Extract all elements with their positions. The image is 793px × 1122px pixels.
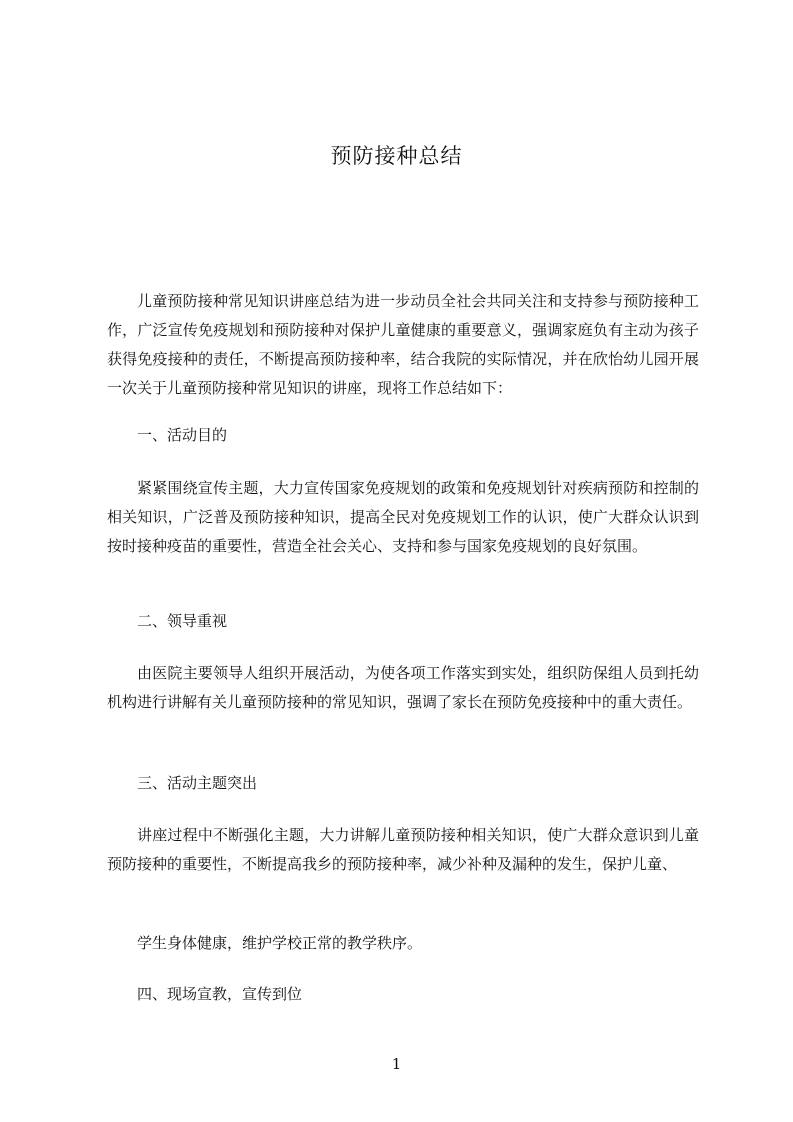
section-heading-publicity: 四、现场宣教，宣传到位 — [137, 985, 303, 1003]
intro-paragraph: 儿童预防接种常见知识讲座总结为进一步动员全社会共同关注和支持参与预防接种工作，广泛宣传免疫规划和预防接种对保护儿童健康的重要意义，强调家庭负有主动为孩子获得免疫接种的责任，不断提高预防接种率，结合我院的实际情况，并在欣怡幼儿园开展一次关于儿童预防接种常见知识的讲座，现将工作总结如下： — [107, 292, 699, 397]
section-heading-theme: 三、活动主题突出 — [137, 774, 258, 792]
page-title: 预防接种总结 — [330, 144, 463, 168]
section-body-theme-continuation: 学生身体健康，维护学校正常的教学秩序。 — [137, 934, 423, 952]
page-number: 1 — [391, 1055, 402, 1073]
section-body-leadership: 由医院主要领导人组织开展活动，为使各项工作落实到实处，组织防保组人员到托幼机构进行讲解有关儿童预防接种的常见知识，强调了家长在预防免疫接种中的重大责任。 — [107, 664, 699, 711]
section-heading-purpose: 一、活动目的 — [137, 426, 228, 444]
section-heading-leadership: 二、领导重视 — [137, 612, 228, 630]
section-body-theme: 讲座过程中不断强化主题，大力讲解儿童预防接种相关知识，使广大群众意识到儿童预防接种的重要性，不断提高我乡的预防接种率，减少补种及漏种的发生，保护儿童、 — [107, 826, 699, 873]
section-body-purpose: 紧紧围绕宣传主题，大力宣传国家免疫规划的政策和免疫规划针对疾病预防和控制的相关知识，广泛普及预防接种知识，提高全民对免疫规划工作的认识，使广大群众认识到按时接种疫苗的重要性，营造全社会关心、支持和参与国家免疫规划的良好氛围。 — [107, 479, 699, 555]
